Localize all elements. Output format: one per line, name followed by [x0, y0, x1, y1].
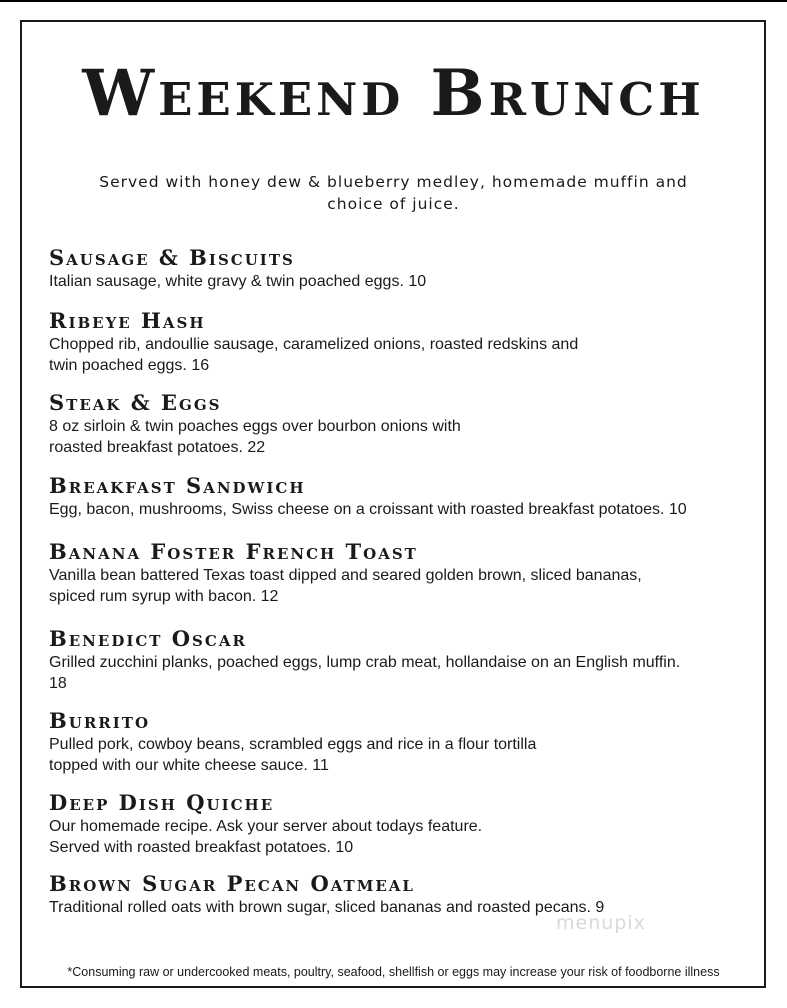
subtitle-line: Served with honey dew & blueberry medley, homemade muffin and — [99, 173, 688, 191]
description-line: 8 oz sirloin & twin poaches eggs over bourbon onions with — [49, 418, 461, 435]
description-line: Chopped rib, andoullie sausage, caramelized onions, roasted redskins and — [49, 336, 579, 353]
item-name: Banana Foster French Toast — [49, 539, 418, 564]
menu-item-sausage-biscuits — [49, 245, 761, 293]
description-line: twin poached eggs. 16 — [49, 356, 210, 374]
item-name: Sausage & Biscuits — [49, 245, 295, 270]
menu-item-benedict-oscar — [49, 626, 761, 694]
item-name: Steak & Eggs — [49, 390, 222, 415]
menu-title: Weekend Brunch — [82, 56, 705, 131]
item-description — [49, 817, 761, 858]
top-rule — [0, 0, 787, 2]
item-description — [49, 500, 761, 521]
menu-item-breakfast-sandwich — [49, 473, 761, 521]
item-name: Ribeye Hash — [49, 308, 206, 333]
item-description — [49, 272, 761, 293]
subtitle-line: choice of juice. — [327, 195, 460, 213]
food-safety-disclaimer: *Consuming raw or undercooked meats, poultry, seafood, shellfish or eggs may increase your risk of foodborne illness — [67, 965, 720, 979]
menu-item-deep-dish-quiche — [49, 790, 761, 858]
description-line: Grilled zucchini planks, poached eggs, lump crab meat, hollandaise on an English muffin. — [49, 654, 681, 671]
item-name: Burrito — [49, 708, 151, 733]
item-description — [49, 417, 761, 458]
menu-item-steak-eggs — [49, 390, 761, 458]
item-description — [49, 735, 761, 776]
description-line: Served with roasted breakfast potatoes. 10 — [49, 838, 354, 856]
description-line: Our homemade recipe. Ask your server about todays feature. — [49, 818, 483, 835]
description-line: spiced rum syrup with bacon. 12 — [49, 587, 279, 605]
menu-item-ribeye-hash — [49, 308, 761, 376]
description-line: Italian sausage, white gravy & twin poached eggs. 10 — [49, 273, 427, 290]
item-description — [49, 898, 761, 919]
description-line: Traditional rolled oats with brown sugar, sliced bananas and roasted pecans. 9 — [49, 899, 605, 916]
description-line: Vanilla bean battered Texas toast dipped and seared golden brown, sliced bananas, — [49, 567, 642, 584]
description-line: Egg, bacon, mushrooms, Swiss cheese on a croissant with roasted breakfast potatoes. 10 — [49, 501, 687, 518]
item-description — [49, 335, 761, 376]
description-line: Pulled pork, cowboy beans, scrambled eggs and rice in a flour tortilla — [49, 736, 537, 753]
menu-subtitle — [60, 171, 727, 215]
description-line: 18 — [49, 674, 67, 692]
item-name: Benedict Oscar — [49, 626, 247, 651]
description-line: topped with our white cheese sauce. 11 — [49, 756, 329, 774]
item-description — [49, 653, 761, 694]
item-name: Breakfast Sandwich — [49, 473, 306, 498]
item-description — [49, 566, 761, 607]
description-line: roasted breakfast potatoes. 22 — [49, 438, 266, 456]
menu-item-brown-sugar-pecan-oatmeal — [49, 871, 761, 919]
watermark-logo: menupix — [556, 912, 646, 934]
menu-item-banana-foster-french-toast — [49, 539, 761, 607]
menu-item-burrito — [49, 708, 761, 776]
item-name: Deep Dish Quiche — [49, 790, 275, 815]
item-name: Brown Sugar Pecan Oatmeal — [49, 871, 415, 896]
